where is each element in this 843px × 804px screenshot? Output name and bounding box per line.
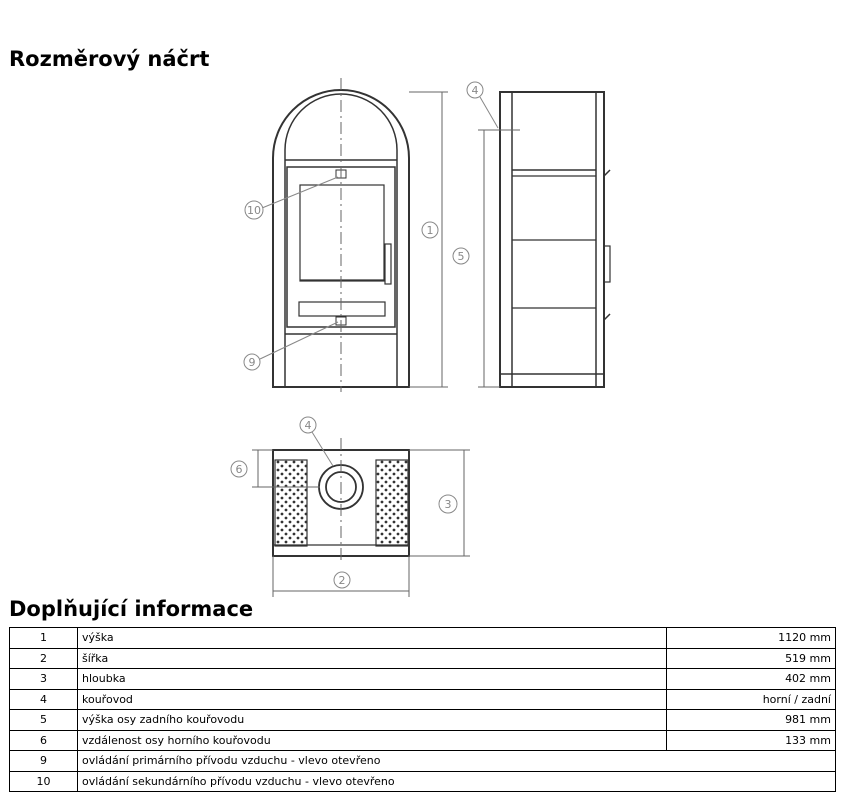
row-label: vzdálenost osy horního kouřovodu bbox=[78, 730, 667, 751]
row-label: výška osy zadního kouřovodu bbox=[78, 710, 667, 731]
svg-text:1: 1 bbox=[426, 224, 434, 237]
callout-3 bbox=[439, 495, 457, 513]
callout-1 bbox=[422, 222, 438, 238]
svg-text:4: 4 bbox=[304, 419, 312, 432]
callout-4-side bbox=[467, 82, 498, 128]
svg-text:10: 10 bbox=[247, 204, 261, 217]
row-value: horní / zadní bbox=[667, 689, 836, 710]
svg-text:9: 9 bbox=[248, 356, 256, 369]
row-number: 9 bbox=[10, 751, 78, 772]
row-label: hloubka bbox=[78, 669, 667, 690]
callout-5 bbox=[453, 248, 469, 264]
callout-6 bbox=[231, 461, 247, 477]
row-number: 10 bbox=[10, 771, 78, 792]
table-row bbox=[10, 648, 836, 669]
row-number: 5 bbox=[10, 710, 78, 731]
svg-text:6: 6 bbox=[235, 463, 243, 476]
table-row bbox=[10, 689, 836, 710]
row-number: 4 bbox=[10, 689, 78, 710]
row-value: 981 mm bbox=[667, 710, 836, 731]
svg-text:2: 2 bbox=[338, 574, 346, 587]
side-view bbox=[500, 92, 610, 387]
row-value: 519 mm bbox=[667, 648, 836, 669]
table-row bbox=[10, 710, 836, 731]
callout-4-top bbox=[300, 417, 333, 466]
table-row bbox=[10, 730, 836, 751]
row-label: ovládání primárního přívodu vzduchu - vlevo otevřeno bbox=[78, 751, 836, 772]
row-value: 402 mm bbox=[667, 669, 836, 690]
row-value: 1120 mm bbox=[667, 628, 836, 649]
dimension-1-line bbox=[409, 92, 448, 387]
row-label: ovládání sekundárního přívodu vzduchu - vlevo otevřeno bbox=[78, 771, 836, 792]
row-number: 1 bbox=[10, 628, 78, 649]
info-table bbox=[9, 627, 836, 792]
row-number: 3 bbox=[10, 669, 78, 690]
table-row bbox=[10, 751, 836, 772]
svg-text:5: 5 bbox=[457, 250, 465, 263]
row-label: kouřovod bbox=[78, 689, 667, 710]
row-number: 2 bbox=[10, 648, 78, 669]
row-label: výška bbox=[78, 628, 667, 649]
svg-text:4: 4 bbox=[471, 84, 479, 97]
svg-text:3: 3 bbox=[444, 498, 452, 511]
table-row bbox=[10, 669, 836, 690]
callout-10 bbox=[245, 177, 338, 219]
info-heading: Doplňující informace bbox=[9, 597, 254, 621]
sketch-heading: Rozměrový náčrt bbox=[9, 47, 210, 71]
callout-2 bbox=[334, 572, 350, 588]
table-row bbox=[10, 628, 836, 649]
row-label: šířka bbox=[78, 648, 667, 669]
row-number: 6 bbox=[10, 730, 78, 751]
table-row bbox=[10, 771, 836, 792]
row-value: 133 mm bbox=[667, 730, 836, 751]
callout-9 bbox=[244, 322, 338, 370]
